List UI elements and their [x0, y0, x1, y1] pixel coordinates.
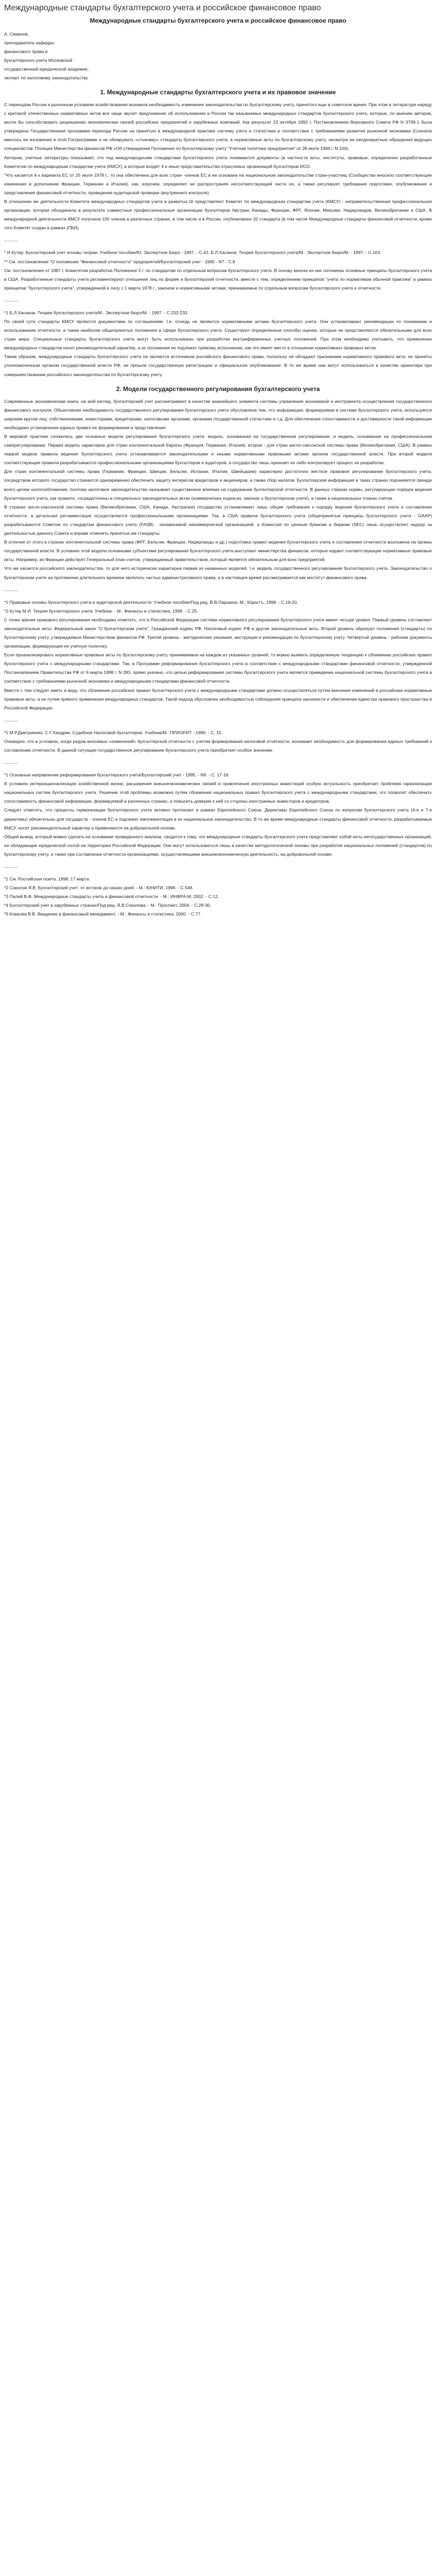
section-1-continued	[4, 317, 432, 379]
footnote: *1 Правовые основы бухгалтерского учета и аудиторской деятельности: Учебное пособие/Под ред. В.В.Паршина, М.: Юристъ, 1998. - С.19-20.	[4, 599, 298, 605]
paragraph: С переходом России к рыночным условиям хозяйствования возникла необходимость изменения законодательства по бухгалтерскому учету, принятого еще в советское время. При этом в литературе наряду с критикой отечественных нормативных актов все чаще звучит предложение об использовании в России так называемых международных стандартов бухгалтерского учета, которые, по мнению авторов, могли бы способствовать разрешению экономических связей российских предприятий и зарубежных компаний. Как результат 22 октября 1992 г. Постановлением Верховного Совета РФ N 3708-1 была утверждена Государственная программа перехода России на принятую в международной практике систему учета и статистики в соответствии с требованиями развития рыночной экономики (Сначала имелось ее изложение в этой Госпрограмме и не обнаружить «стыковку» стандарты бухгалтерского учета, а нормативные акты по бухгалтерскому учету, несмотря на неоднократные обращения ведущих специалистов. Позиция Министерства финансов РФ «Об утверждении Положения по бухгалтерскому учету "Учетная политика предприятия" от 28 июля 1994 г. N 100).	[4, 102, 432, 151]
footnote: *1 См. Российская газета. 1998. 17 марта.	[4, 876, 91, 882]
footnotes	[4, 771, 432, 779]
paragraph: По своей сути стандарты КМСУ являются документами по соглашениям: т.е. отнюдь не являются нормативными актами бухгалтерского учета. Они устанавливают рекомендации по пониманию и использованию отчетности, а также наиболее общепринятые положения в сфере бухгалтерского учета. Существуют определенные способы оценки, которые не представляются обязательными для всех стран мира. Специальные стандарты бухгалтерского учета могут быть использованы при разработке внутрифирменных учетных положений. При этом необходимо учитывать, что применение международных стандартов носит рекомендательный характер, а их положения не подлежат прямому исполнению, как это имеет место в отношении нормативных правовых актов.	[4, 318, 432, 351]
paragraph: Общий вывод, который можно сделать на основании проведенного анализа, сводится к тому, что международные стандарты бухгалтерского учета представляют собой акты негосударственных организаций, не обладающие юридической силой на территории Российской Федерации. Они могут использоваться лишь в качестве методологической основы при разработке национальных положений (стандартов) по бухгалтерскому учету, а также при составлении отчетности организациями, осуществляющими внешнеэкономическую деятельность, на добровольной основе.	[4, 834, 432, 857]
footnote: * И.Кутер. Бухгалтерский учет основы теории. Учебное пособие/Ю. Экспертное Бюро - 1997. - С.42. Б.Л.Хасанов. Теория бухгалтерского учета/М.: Экспертное Бюро/М. - 1997. - С.103.	[4, 250, 381, 256]
footnote-divider: -------	[4, 718, 19, 723]
author-line: А. Смирнов,	[4, 31, 29, 37]
paragraph: В условиях интернационализации хозяйственной жизни, расширения внешнеэкономических связей и привлечения иностранных инвестиций особую актуальность приобретает проблема гармонизации национальных систем бухгалтерского учета. Решение этой проблемы возможно путем сближения национальных правил бухгалтерского учета с международными стандартами, что позволит обеспечить сопоставимость финансовой информации, формируемой в различных странах, и повысить доверие к ней со стороны иностранных инвесторов и кредиторов.	[4, 781, 432, 804]
paragraph: В странах англо-саксонской системы права (Великобритании, США, Канаде, Австралии) государство устанавливает лишь общие требования к порядку ведения бухгалтерского учета и составления отчетности, а детальная регламентация осуществляется профессиональными организациями. Так, в США правила бухгалтерского учета (общепринятые принципы бухгалтерского учета - GAAP) разрабатываются Советом по стандартам финансового учета (FASB) - независимой некоммерческой организацией, а Комиссия по ценным бумагам и биржам (SEC) лишь осуществляет надзор за деятельностью данного Совета и вправе отменять принятые им стандарты.	[4, 504, 432, 536]
footnote: *2 Соколов Я.В. Бухгалтерский учет: от истоков до наших дней. - М.: ЮНИТИ, 1996. - С.548.	[4, 885, 194, 891]
footnotes	[4, 728, 432, 755]
author-line: преподаватель кафедры	[4, 40, 55, 45]
footnote-divider: -------	[4, 865, 19, 870]
footnote: *4 Бухгалтерский учет в зарубежных странах/Под ред. Я.В.Соколова. - М.: Проспект, 2004. - С.29-30.	[4, 903, 212, 908]
section-1-body	[4, 100, 432, 232]
footnote: *5 Ковалев В.В. Введение в финансовый менеджмент. - М.: Финансы и статистика, 2000. - С.77.	[4, 911, 202, 917]
footnote: См. постановление от 1987 г. Комитетом разработки Положения 3 г. по стандартам по отдельным вопросам бухгалтерского учета. В основу многих из них положены основные принципы бухгалтерского учета в США. Разработанные стандарты учета регламентируют отношения лиц по форме и бухгалтерской отчетности, вместе с тем, определением принципов "учета по нормативам обычной практики" в рамках принципов "бухгалтерского учета", утвержденной в силу с 1 марта 1978 г., законом и нормативными актами, принимаемые по отдельным вопросам бухгалтерского учета и отчетности.	[4, 267, 432, 291]
paragraph: В отличие от этого в странах континентальной системы права (ФРГ, Бельгии, Франции, Нидерланды и др.) подготовка правил ведения бухгалтерского учета и составления отчетности возложена на органы государственной власти. В условиях этой модели основными субъектами регулирования бухгалтерского учета выступают министерства финансов, которые издают соответствующие нормативные правовые акты. Например, во Франции действует Генеральный план счетов, утверждаемый правительством, который является обязательным для всех предприятий.	[4, 539, 432, 563]
paragraph: В мировой практике сложились две основные модели регулирования бухгалтерского учета: модель, основанная на государственном регулировании, и модель, основанная на профессиональном саморегулировании. Первая модель характерна для стран континентальной Европы (Франция, Германия, Италия), вторая - для стран англо-саксонской системы права (Великобритания, США). В рамках первой модели правила ведения бухгалтерского учета устанавливаются законодательными и иными нормативными правовыми актами органов государственной власти. При второй модели соответствующие правила разрабатываются профессиональными организациями бухгалтеров и аудиторов, а государство лишь признает их либо контролирует процесс их разработки.	[4, 434, 432, 466]
page	[0, 0, 436, 929]
author-line: государственной юридической академии,	[4, 66, 89, 72]
section-1-title: 1. Международные стандарты бухгалтерского учета и их правовое значение	[100, 89, 336, 96]
footnote: Очевидно, что в условиях, когда рядом вносимых «изменений» бухгалтерской отчетности с учетом формирования налоговой отчетности, возникает необходимость для формирования единых требований к составлению отчетности. В данной ситуации государственное регулирование бухгалтерского учета приобретает особое значение.	[4, 738, 432, 753]
footnote: ** См. постановление "О положении "Финансовой отчетности" предприятий/Бухгалтерский учет - 1995 - N7 - С.8	[4, 259, 235, 264]
footnotes	[4, 248, 432, 292]
footnote: *1 Б.Л.Хасанов. Теория бухгалтерского учета/М.: Экспертное бюро/М. - 1997. - С.232-233.	[4, 310, 189, 315]
author-line: эксперт по налоговому законодательству	[4, 75, 89, 80]
footnotes	[4, 309, 432, 317]
footnote: *1 Основные направления реформирования бухгалтерского учета/Бухгалтерский учет - 1995. - N6. - С. 17-18.	[4, 772, 230, 778]
author-line: бухгалтерского учета Московской	[4, 58, 73, 63]
footnote-divider: -------	[4, 298, 19, 303]
footnote-divider: -------	[4, 760, 19, 766]
author-block	[4, 30, 432, 82]
paragraph: Для стран континентальной системы права (Германии, Франции, Швеции, Бельгии, Испании, Италии, Швейцарии) характерно достаточно жесткое правовое регулирование бухгалтерского учета, посредством которого государство стремится одновременно обеспечить защиту интересов кредиторов и акционеров, а также сбор налогов. Бухгалтерская информация в таких странах подчиняется прежде всего целям налогообложения, поэтому налоговое законодательство оказывает существенное влияние на содержание бухгалтерской отчетности. В данных странах нормы, регулирующие порядок ведения бухгалтерского учета, как правило, сосредоточены в специальных законодательных актах (коммерческих кодексах, законах о бухгалтерском учете), а также в национальных планах счетов.	[4, 469, 432, 501]
section-2-continued	[4, 616, 432, 713]
paragraph: Если проанализировать нормативные правовые акты по бухгалтерскому учету, принимаемые на каждом из указанных уровней, то можно выявить определенную тенденцию к сближению российских правил бухгалтерского учета с международными стандартами. Так, в Программе реформирования бухгалтерского учета в соответствии с международными стандартами финансовой отчетности, утвержденной Постановлением Правительства РФ от 6 марта 1998 г. N 283, прямо указано, что целью реформирования системы бухгалтерского учета является приведение национальной системы бухгалтерского учета в соответствие с требованиями рыночной экономики и международными стандартами финансовой отчетности.	[4, 652, 432, 684]
paragraph: Вместе с тем следует иметь в виду, что сближение российских правил бухгалтерского учета с международными стандартами должно осуществляться путем внесения изменений в российские нормативные правовые акты, а не путем прямого применения международных стандартов. Такой подход обусловлен необходимостью соблюдения принципа законности и обеспечения единства правового пространства в Российской Федерации.	[4, 687, 432, 710]
footnote-divider: -------	[4, 238, 19, 244]
footnotes	[4, 875, 432, 919]
footnote: *1 М.Р.Дмитриенко, С.Г.Хандрик. Судебное Налоговой бухгалтерии. Учебник/М.: ПРИОРИТ - 1996. - С. 15.	[4, 730, 223, 735]
footnote-divider: -------	[4, 587, 19, 593]
paragraph: В отношении же деятельности Комитета международных стандартов учета в развитых Ш представляют Комитет по международным стандартам учета (КМСУ) - неправительственная профессиональная организация, которая объединила в результате совместные профессиональные организации бухгалтеров Австрии, Канады, Франции, ФРГ, Японии, Мексики, Нидерландов, Великобритании и США. В международной деятельности КМСУ получила 100 членов в различных странах, в том числе и в России, опубликовано 32 стандарта (в том числе Международные стандарты финансовой отчетности, кроме того Комитет создан в рамках (ПКИ).	[4, 199, 432, 231]
section-2-title: 2. Модели государственного регулирования бухгалтерского учета	[116, 385, 320, 393]
paragraph: Следует отметить, что процессы гармонизации бухгалтерского учета активно протекают в рамках Европейского Союза. Директивы Европейского Союза по вопросам бухгалтерского учета (4-я и 7-я директивы) обязательны для государств - членов ЕС и подлежат имплементации в их национальное законодательство. В то же время международные стандарты финансовой отчетности, разрабатываемые КМСУ, носят рекомендательный характер и применяются на добровольной основе.	[4, 807, 432, 831]
footnote: *3 Палий В.Ф. Международные стандарты учета и финансовой отчетности. - М.: ИНФРА-М, 2002. - С.12.	[4, 894, 219, 900]
section-3-body	[4, 779, 432, 859]
paragraph: Что же касается российского законодательства, то для него исторически характерна первая из названных моделей, т.е. модель государственного регулирования бухгалтерского учета. Законодательство о бухгалтерском учете на протяжении длительного времени являлось частью административного права, а в настоящее время рассматривается как институт финансового права.	[4, 566, 432, 580]
doc-title: Международные стандарты бухгалтерского учета и российское финансовое право	[90, 17, 346, 24]
footnote: *2 Кутер М.И. Теория бухгалтерского учета: Учебник. - М.: Финансы и статистика, 1999. - С.25.	[4, 608, 198, 614]
section-2-body	[4, 397, 432, 582]
paragraph: Современные экономические книги, на мой взгляд, бухгалтерский учет рассматривают в качестве важнейшего элемента системы управления экономикой и инструмента осуществления государственного финансового контроля. Объективная необходимость государственного регулирования бухгалтерского учета обусловлена тем, что информация, формируемая в системе бухгалтерского учета, используется широким кругом лиц: собственниками, инвесторами, кредиторами, налоговыми органами, органами государственной статистики и т.д. Для обеспечения сопоставимости и достоверности такой информации необходимо установление единых правил ее формирования и представления.	[4, 398, 432, 430]
paragraph: С точки зрения правового регулирования необходимо отметить, что в Российской Федерации система нормативного регулирования бухгалтерского учета имеет четыре уровня. Первый уровень составляют законодательные акты: Федеральный закон "О бухгалтерском учете", Гражданский кодекс РФ, Налоговый кодекс РФ и другие законодательные акты. Второй уровень образуют положения (стандарты) по бухгалтерскому учету, утверждаемые Министерством финансов РФ. Третий уровень - методические указания, инструкции и рекомендации по бухгалтерскому учету. Четвертый уровень - рабочие документы организации, формирующие ее учетную политику.	[4, 617, 432, 649]
page-title: Международные стандарты бухгалтерского учета и российское финансовое право	[4, 4, 321, 12]
footnotes	[4, 598, 432, 616]
author-line: финансового права и	[4, 49, 48, 54]
paragraph: Таким образом, международные стандарты бухгалтерского учета не являются источником российского финансового права, поскольку не обладают признаками нормативного правового акта: не приняты уполномоченным органом государственной власти РФ, не прошли государственную регистрацию и официальное опубликование. В то же время они могут использоваться в качестве ориентира при совершенствовании российского законодательства по бухгалтерскому учету.	[4, 354, 432, 377]
paragraph: "Что касается 4-х варианта ЕС от 25 июля 1978 г., то она обеспечена для всех стран- членов ЕС и не основана на национальном законодательстве стран-участниц (Сообщество вносило соответствующие изменения в дополнение Франции, Германии и Италия), как, впрочем, определяет не распространяя несоответствующей части ее, а также регулирует требования подготовки, опубликования и представления финансовой отчетности, проведения аудиторской проверки (внутреннего контроля).	[4, 172, 432, 195]
paragraph: Автором, учетные литературы показывает, что под международными стандартами бухгалтерского учета понимаются документы (в частности акты, институты, правовые, определенно разработанные Комитетом по международным стандартам учета (КМСУ), в которые входят 4 и иные представительство отраслевых организаций бухгалтеров ИСО.	[4, 155, 432, 169]
